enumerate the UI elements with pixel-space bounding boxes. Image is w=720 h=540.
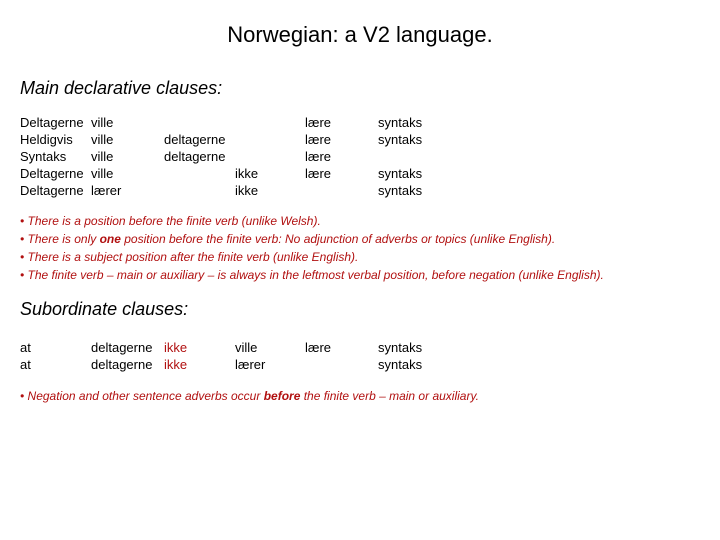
table-cell: ville xyxy=(91,115,114,130)
page-title: Norwegian: a V2 language. xyxy=(227,22,493,47)
table-cell: lærer xyxy=(235,357,266,372)
table-cell: Syntaks xyxy=(20,149,67,164)
bullet-item: • There is only one position before the finite verb: No adjunction of adverbs or topics (unlike English). xyxy=(20,232,556,246)
table-cell: lærer xyxy=(91,183,122,198)
table-cell: Deltagerne xyxy=(20,183,84,198)
table-cell: deltagerne xyxy=(91,357,153,372)
table-cell: Heldigvis xyxy=(20,132,73,147)
table-cell: syntaks xyxy=(378,183,423,198)
table-cell: lære xyxy=(305,340,332,355)
table-cell: ville xyxy=(91,149,114,164)
table-cell: at xyxy=(20,357,31,372)
table-cell: ikke xyxy=(164,357,188,372)
table-cell: syntaks xyxy=(378,357,423,372)
table-cell: ville xyxy=(91,132,114,147)
bullet-item: • Negation and other sentence adverbs occur before the finite verb – main or auxiliary. xyxy=(20,389,479,403)
table-cell: syntaks xyxy=(378,340,423,355)
bullet-item: • There is a position before the finite verb (unlike Welsh). xyxy=(20,214,321,228)
table-cell: ville xyxy=(91,166,114,181)
table-cell: deltagerne xyxy=(91,340,153,355)
table-cell: ville xyxy=(235,340,258,355)
table-cell: lære xyxy=(305,132,332,147)
table-cell: deltagerne xyxy=(164,132,226,147)
table-cell: syntaks xyxy=(378,132,423,147)
table-cell: Deltagerne xyxy=(20,166,84,181)
table-cell: lære xyxy=(305,115,332,130)
table-cell: deltagerne xyxy=(164,149,226,164)
table-cell: ikke xyxy=(164,340,188,355)
main-clauses-heading: Main declarative clauses: xyxy=(20,78,223,98)
table-cell: lære xyxy=(305,166,332,181)
table-cell: Deltagerne xyxy=(20,115,84,130)
table-cell: at xyxy=(20,340,31,355)
bullet-item: • The finite verb – main or auxiliary – is always in the leftmost verbal position, before negation (unlike English). xyxy=(20,268,604,282)
table-cell: syntaks xyxy=(378,115,423,130)
table-cell: ikke xyxy=(235,166,259,181)
bullet-item: • There is a subject position after the finite verb (unlike English). xyxy=(20,250,359,264)
subordinate-clauses-heading: Subordinate clauses: xyxy=(20,299,189,319)
table-cell: syntaks xyxy=(378,166,423,181)
table-cell: ikke xyxy=(235,183,259,198)
table-cell: lære xyxy=(305,149,332,164)
